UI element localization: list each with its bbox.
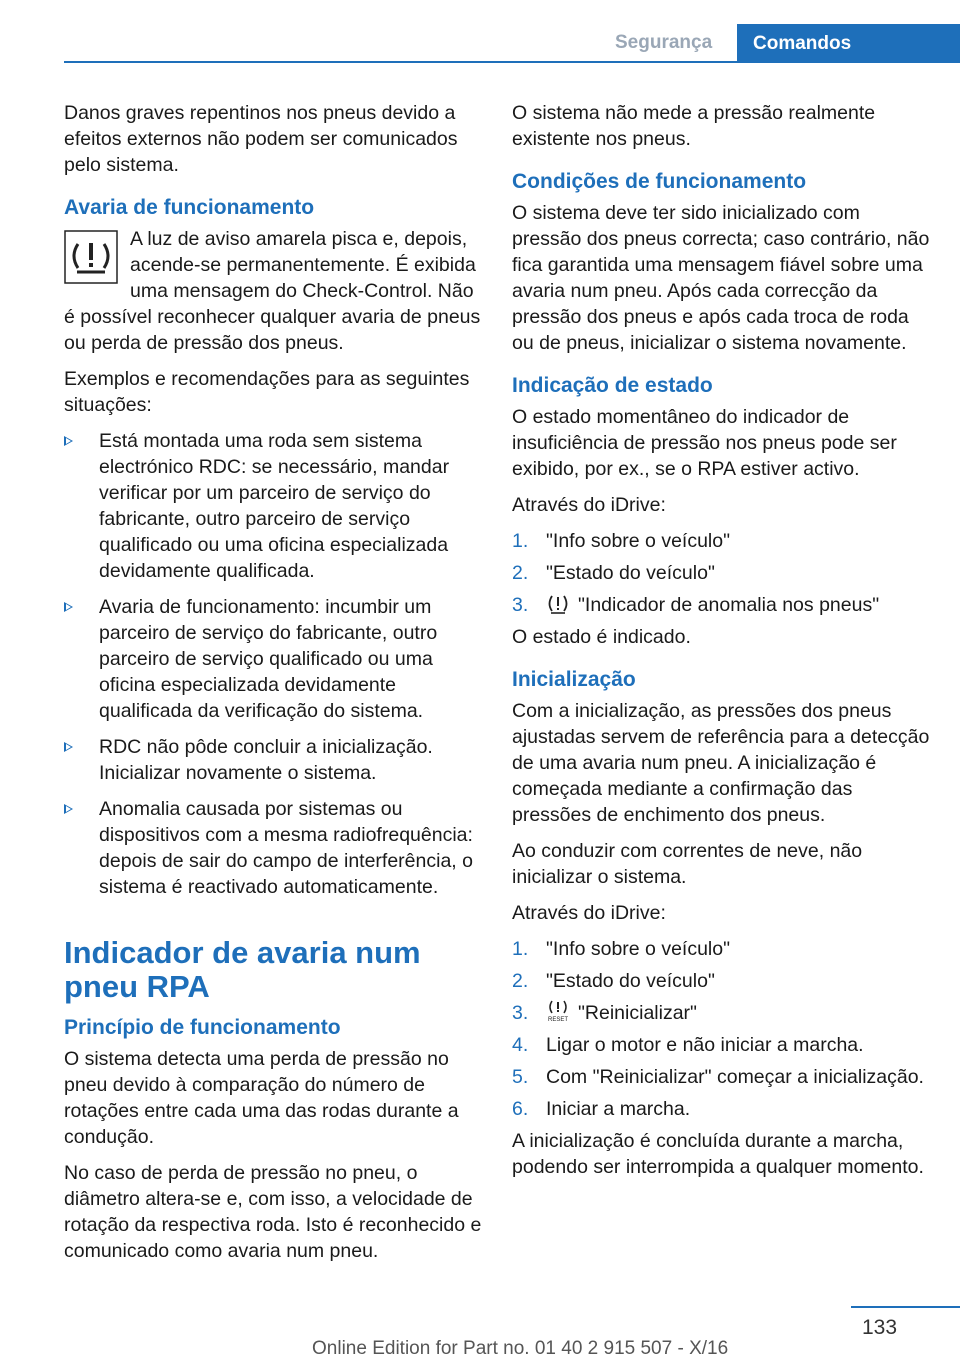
heading-principle: Princípio de funcionamento [64,1016,341,1039]
step-text: "Estado do veículo" [546,562,715,584]
step-number: 2. [512,562,529,584]
footer-rule [851,1306,960,1308]
list-item [512,1032,932,1058]
via-idrive-1: Através do iDrive: [512,494,666,516]
list-item [512,1000,932,1026]
right-column [512,100,932,1190]
status-steps [512,528,932,618]
tire-pressure-warning-icon [64,230,118,284]
list-item [64,796,482,900]
right-intro: O sistema não mede a pressão realmente existente nos pneus. [512,102,876,150]
heading-malfunction: Avaria de funcionamento [64,196,315,219]
triangle-bullet-icon [64,602,73,612]
principle-paragraph-2: No caso de perda de pressão no pneu, o diâmetro altera-se e, com isso, a velocidade de rotação da respectiva roda. Isto é reconhecido e comunicado como avaria num pneu. [64,1162,482,1262]
tire-warning-icon [546,594,570,614]
final-paragraph: A inicialização é concluída durante a marcha, podendo ser interrompida a qualquer momento. [512,1130,924,1178]
heading-status: Indicação de estado [512,374,713,397]
step-number: 3. [512,594,529,616]
tab-comandos[interactable]: Comandos [737,24,960,63]
triangle-bullet-icon [64,804,73,814]
list-item [512,936,932,962]
step-number: 5. [512,1066,529,1088]
init-steps [512,936,932,1122]
left-column [64,100,482,1274]
list-item-text: RDC não pôde concluir a inicialização. Inicializar novamente o sistema. [99,736,433,784]
step-text: Iniciar a marcha. [546,1098,691,1120]
conditions-text: O sistema deve ter sido inicializado com pressão dos pneus correcta; caso contrário, não fica garantida uma mensagem fiável sobre uma avaria num pneu. Após cada correcção da pressão dos pneus e após cada troca de roda ou de pneus, inicializar o sistema novamente. [512,202,930,354]
step-number: 6. [512,1098,529,1120]
step-text: Ligar o motor e não iniciar a marcha. [546,1034,864,1056]
list-item [512,560,932,586]
step-number: 1. [512,938,529,960]
list-item [512,592,932,618]
step-number: 2. [512,970,529,992]
step-text: "Estado do veículo" [546,970,715,992]
list-item [512,1064,932,1090]
step-number: 3. [512,1002,529,1024]
triangle-bullet-icon [64,742,73,752]
heading-initialization: Inicialização [512,668,636,691]
heading-conditions: Condições de funcionamento [512,170,807,193]
malfunction-text: A luz de aviso amarela pisca e, depois, acende-se permanentemente. É exibida uma mensagem do Check-Control. Não é possível reconhecer qualquer avaria de pneus ou perda de pressão dos pneus. [64,228,481,354]
intro-paragraph: Danos graves repentinos nos pneus devido a efeitos externos não podem ser comunicados pelo sistema. [64,102,458,176]
examples-list [64,428,482,900]
svg-text:RESET: RESET [547,1017,569,1022]
list-item [64,428,482,584]
list-item-text: Está montada uma roda sem sistema electrónico RDC: se necessário, mandar verificar por um parceiro de serviço do fabricante, outro parceiro de serviço qualificado ou uma oficina especializada devidamente qualificada. [99,430,450,582]
step-number: 4. [512,1034,529,1056]
malfunction-block [64,226,482,366]
list-item [512,968,932,994]
principle-paragraph-1: O sistema detecta uma perda de pressão no pneu devido à comparação do número de rotações entre cada uma das rodas durante a condução. [64,1048,459,1148]
step-number: 1. [512,530,529,552]
status-text: O estado momentâneo do indicador de insuficiência de pressão nos pneus pode ser exibido, por ex., se o RPA estiver activo. [512,406,897,480]
step-text: "Info sobre o veículo" [546,938,731,960]
status-result: O estado é indicado. [512,626,691,648]
list-item [64,734,482,786]
edition-footer: Online Edition for Part no. 01 40 2 915 507 - X/16 [312,1338,729,1359]
via-idrive-2: Através do iDrive: [512,902,666,924]
tire-reset-icon [546,1000,570,1022]
list-item [512,528,932,554]
list-item [512,1096,932,1122]
step-text: "Indicador de anomalia nos pneus" [578,594,880,616]
list-item [64,594,482,724]
step-text: "Info sobre o veículo" [546,530,731,552]
list-item-text: Anomalia causada por sistemas ou dispositivos com a mesma radiofrequência: depois de sair do campo de interferência, o sistema é reactivado automaticamente. [99,798,473,898]
init-paragraph-1: Com a inicialização, as pressões dos pneus ajustadas servem de referência para a detecção de uma avaria num pneu. A inicialização é começada mediante a confirmação das pressões de enchimento dos pneus. [512,700,930,826]
list-item-text: Avaria de funcionamento: incumbir um parceiro de serviço do fabricante, outro parceiro de serviço qualificado ou uma oficina especializada devidamente qualificada da verificação do sistema. [99,596,438,722]
heading-rpa: Indicador de avaria num pneu RPA [64,935,421,1004]
tab-segurança[interactable]: Segurança [615,32,713,53]
init-paragraph-2: Ao conduzir com correntes de neve, não inicializar o sistema. [512,840,863,888]
triangle-bullet-icon [64,436,73,446]
page-number: 133 [862,1316,898,1339]
examples-intro: Exemplos e recomendações para as seguintes situações: [64,368,470,416]
step-text: Com "Reinicializar" começar a inicialização. [546,1066,924,1088]
step-text: "Reinicializar" [578,1002,697,1024]
